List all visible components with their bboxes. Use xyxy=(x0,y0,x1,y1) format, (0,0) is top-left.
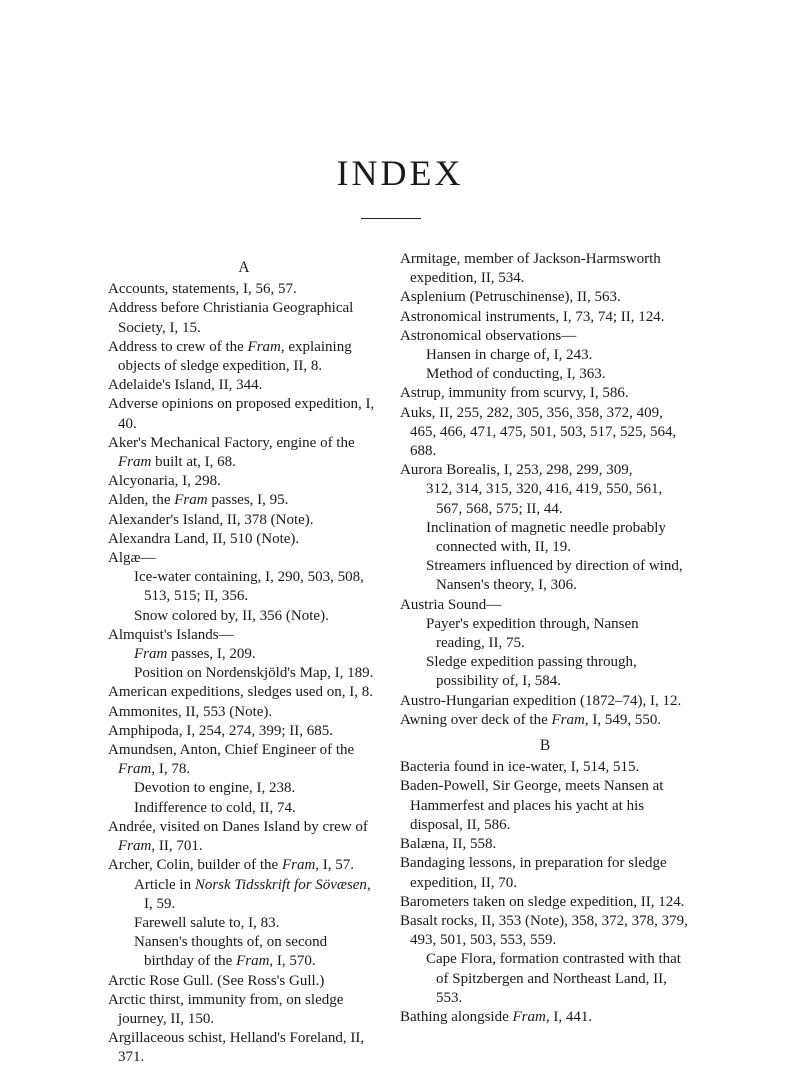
entry-text: Address before Christiania Geographical Society, I, 15. xyxy=(108,300,354,336)
index-entry xyxy=(400,250,690,288)
section-letter-a: A xyxy=(238,259,250,276)
entry-text: Payer's expedition through, Nansen reading, II, 75. xyxy=(426,615,639,652)
entry-text: Andrée, visited on Danes Island by crew of xyxy=(108,818,368,835)
index-entry xyxy=(108,991,380,1029)
entry-text: Auks, II, 255, 282, 305, 356, 358, 372, 409, 465, 466, 471, 475, 501, 503, 517, 525, 564, 688. xyxy=(400,404,677,460)
entry-text: , I, 549, 550. xyxy=(584,711,662,728)
entry-text: Inclination of magnetic needle probably connected with, II, 19. xyxy=(426,519,666,556)
index-subentry xyxy=(400,480,690,518)
index-subentry xyxy=(108,779,380,798)
entry-text: passes, I, 209. xyxy=(167,646,256,663)
entry-text: Accounts, statements, I, 56, 57. xyxy=(108,281,297,298)
entry-text: Snow colored by, II, 356 (Note). xyxy=(134,607,329,624)
entry-text: Method of conducting, I, 363. xyxy=(426,366,606,383)
entry-text: American expeditions, sledges used on, I, 8. xyxy=(108,684,373,701)
entry-text: Streamers influenced by direction of wind, Nansen's theory, I, 306. xyxy=(426,558,683,594)
entry-text: Ice-water containing, I, 290, 503, 508, 513, 515; II, 356. xyxy=(134,569,364,605)
index-subentry xyxy=(108,799,380,818)
entry-text: Armitage, member of Jackson-Harmsworth expedition, II, 534. xyxy=(400,251,661,287)
entry-text: Position on Nordenskjöld's Map, I, 189. xyxy=(134,665,374,682)
index-entry xyxy=(108,376,380,395)
entry-text: Alcyonaria, I, 298. xyxy=(108,473,221,490)
index-entry xyxy=(400,854,690,892)
index-entry xyxy=(108,722,380,741)
entry-text: Alexander's Island, II, 378 (Note). xyxy=(108,511,314,528)
entry-text: Farewell salute to, I, 83. xyxy=(134,914,280,931)
entry-text: , I, 441. xyxy=(545,1008,593,1025)
entry-text: , I, 59. xyxy=(144,876,371,912)
entry-text: , I, 78. xyxy=(151,761,191,778)
index-subentry xyxy=(108,664,380,683)
entry-text: Bathing alongside xyxy=(400,1008,513,1025)
section-letter-b: B xyxy=(539,737,551,755)
index-entry xyxy=(400,308,690,327)
right-column xyxy=(400,250,690,1027)
entry-italic-text: Fram xyxy=(174,492,208,509)
entry-text: Astronomical observations— xyxy=(400,327,577,344)
index-subentry xyxy=(400,346,690,365)
entry-text: Barometers taken on sledge expedition, II, 124. xyxy=(400,893,685,910)
index-entry xyxy=(400,711,690,730)
entry-text: Indifference to cold, II, 74. xyxy=(134,799,296,816)
entry-text: 312, 314, 315, 320, 416, 419, 550, 561, 567, 568, 575; II, 44. xyxy=(426,481,663,517)
entry-text: Baden-Powell, Sir George, meets Nansen at Hammerfest and places his yacht at his disposal, II, 586. xyxy=(400,778,664,833)
index-entry xyxy=(108,741,380,779)
entry-italic-text: Fram xyxy=(118,454,152,471)
entry-text: Awning over deck of the xyxy=(400,711,552,728)
entry-text: Astronomical instruments, I, 73, 74; II, 124. xyxy=(400,308,665,325)
entry-text: Arctic Rose Gull. (See Ross's Gull.) xyxy=(108,972,325,989)
entry-text: Article in xyxy=(134,876,195,893)
entry-text: Aker's Mechanical Factory, engine of the xyxy=(108,434,355,451)
entry-text: Algæ— xyxy=(108,550,156,567)
index-entry xyxy=(400,893,690,912)
index-subentry xyxy=(108,568,380,606)
index-subentry xyxy=(400,557,690,595)
entry-text: Argillaceous schist, Helland's Foreland, II, 371. xyxy=(108,1030,365,1066)
entry-text: Adverse opinions on proposed expedition, I, 40. xyxy=(108,396,375,432)
index-subentry xyxy=(400,615,690,653)
entry-italic-text: Fram xyxy=(247,338,281,355)
entry-text: Almquist's Islands— xyxy=(108,626,234,643)
entry-text: Address to crew of the xyxy=(108,338,248,355)
entries-right-b xyxy=(400,758,690,1027)
index-entry xyxy=(108,434,380,472)
index-entry xyxy=(400,1008,690,1027)
index-entry xyxy=(108,299,380,337)
entry-text: Hansen in charge of, I, 243. xyxy=(426,347,593,364)
index-entry xyxy=(400,384,690,403)
index-subentry xyxy=(108,607,380,626)
index-entry xyxy=(108,549,380,568)
entry-text: Austria Sound— xyxy=(400,596,502,613)
entry-text: , I, 57. xyxy=(315,857,355,874)
entry-text: Adelaide's Island, II, 344. xyxy=(108,377,263,394)
entry-text: Aurora Borealis, I, 253, 298, 299, 309, xyxy=(400,462,633,479)
index-entry xyxy=(108,626,380,645)
index-entry xyxy=(400,404,690,462)
entry-text: built at, I, 68. xyxy=(151,454,236,471)
index-subentry xyxy=(108,933,380,971)
index-entry xyxy=(108,395,380,433)
index-subentry xyxy=(400,519,690,557)
index-entry xyxy=(108,530,380,549)
index-subentry xyxy=(400,653,690,691)
entry-text: Ammonites, II, 553 (Note). xyxy=(108,703,273,720)
index-entry xyxy=(108,491,380,510)
index-entry xyxy=(400,912,690,950)
entry-text: Cape Flora, formation contrasted with that of Spitzbergen and Northeast Land, II, 553. xyxy=(426,951,681,1006)
index-entry xyxy=(108,856,380,875)
index-entry xyxy=(108,280,380,299)
entry-italic-text: Fram xyxy=(134,646,168,663)
entry-italic-text: Fram xyxy=(551,711,585,728)
index-entry xyxy=(400,596,690,615)
entry-text: Austro-Hungarian expedition (1872–74), I, 12. xyxy=(400,692,682,709)
index-entry xyxy=(108,472,380,491)
entries-right-a xyxy=(400,250,690,730)
entry-text: Bacteria found in ice-water, I, 514, 515. xyxy=(400,759,640,776)
index-entry xyxy=(400,461,690,480)
index-entry xyxy=(400,288,690,307)
entry-italic-text: Fram xyxy=(236,953,270,970)
entry-text: Astrup, immunity from scurvy, I, 586. xyxy=(400,385,629,402)
index-entry xyxy=(400,835,690,854)
left-column xyxy=(108,258,380,1068)
entry-text: , explaining objects of sledge expedition, II, 8. xyxy=(118,338,352,375)
page-title: INDEX xyxy=(336,153,464,193)
index-entry xyxy=(108,683,380,702)
entry-italic-text: Norsk Tidsskrift for Sövæsen xyxy=(194,876,367,893)
entry-text: Balæna, II, 558. xyxy=(400,836,497,853)
index-entry xyxy=(108,703,380,722)
index-entry xyxy=(400,777,690,835)
index-entry xyxy=(108,972,380,991)
entry-text: Amundsen, Anton, Chief Engineer of the xyxy=(108,742,355,759)
index-entry xyxy=(108,1029,380,1067)
entry-text: , II, 701. xyxy=(151,838,203,855)
entry-text: Archer, Colin, builder of the xyxy=(108,857,282,874)
entry-text: passes, I, 95. xyxy=(207,492,289,509)
index-entry xyxy=(400,692,690,711)
entry-text: Amphipoda, I, 254, 274, 399; II, 685. xyxy=(108,722,333,739)
index-subentry xyxy=(108,645,380,664)
index-entry xyxy=(108,818,380,856)
entry-text: Asplenium (Petruschinense), II, 563. xyxy=(400,289,621,306)
entry-text: Nansen's thoughts of, on second birthday of the xyxy=(134,934,328,970)
entry-text: , I, 570. xyxy=(269,953,316,970)
index-entry xyxy=(108,511,380,530)
index-subentry xyxy=(400,365,690,384)
entry-text: Devotion to engine, I, 238. xyxy=(134,780,296,797)
index-subentry xyxy=(108,914,380,933)
entry-text: Bandaging lessons, in preparation for sledge expedition, II, 70. xyxy=(400,855,667,891)
entries-left xyxy=(108,280,380,1067)
entry-italic-text: Fram xyxy=(281,857,316,874)
entry-text: Arctic thirst, immunity from, on sledge journey, II, 150. xyxy=(108,991,344,1027)
index-entry xyxy=(400,327,690,346)
entry-italic-text: Fram xyxy=(118,761,152,778)
entry-text: Alexandra Land, II, 510 (Note). xyxy=(108,530,300,547)
title-rule xyxy=(361,218,421,219)
entry-text: Basalt rocks, II, 353 (Note), 358, 372, 378, 379, 493, 501, 503, 553, 559. xyxy=(400,912,688,949)
entry-italic-text: Fram xyxy=(118,838,152,855)
index-entry xyxy=(108,338,380,376)
index-subentry xyxy=(400,950,690,1008)
index-subentry xyxy=(108,876,380,914)
entry-text: Alden, the xyxy=(108,492,175,509)
entry-italic-text: Fram xyxy=(512,1008,546,1025)
index-entry xyxy=(400,758,690,777)
entry-text: Sledge expedition passing through, possibility of, I, 584. xyxy=(426,654,637,690)
